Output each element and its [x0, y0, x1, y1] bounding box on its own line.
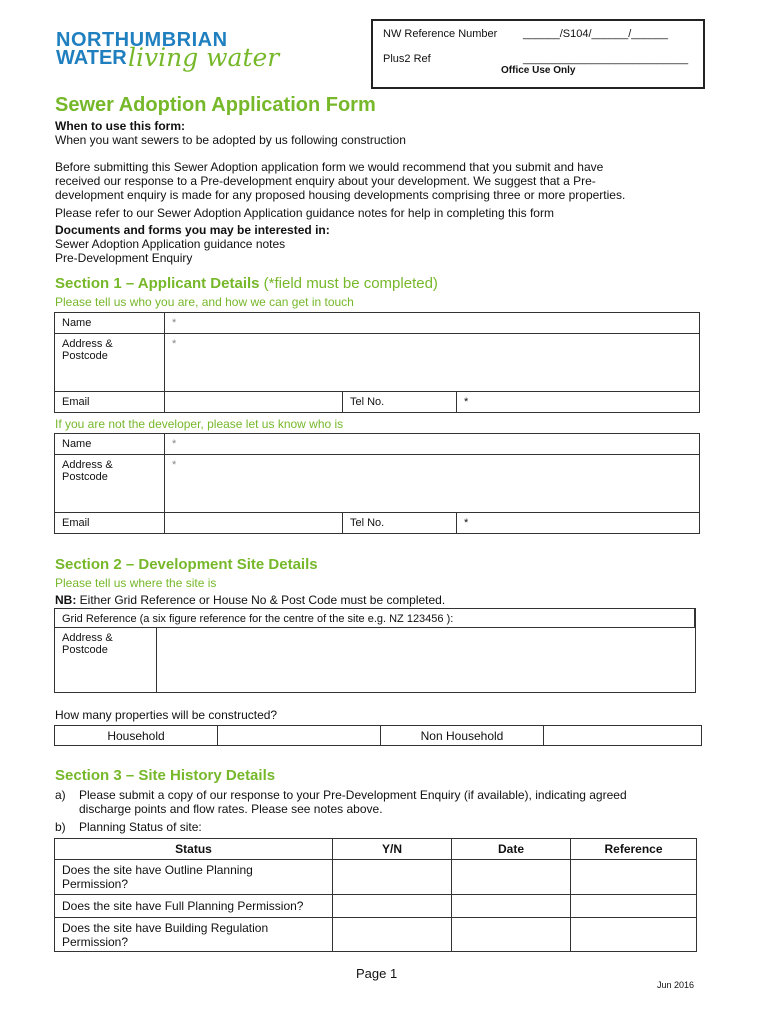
- office-use-box: [371, 19, 705, 89]
- building-reference-field[interactable]: [571, 918, 697, 952]
- full-yn-field[interactable]: [333, 895, 452, 918]
- when-text: When you want sewers to be adopted by us following construction: [55, 133, 406, 147]
- docs-heading: Documents and forms you may be interested in:: [55, 223, 330, 237]
- non-household-field[interactable]: [544, 726, 702, 746]
- intro-line-2: received our response to a Pre-development enquiry about your development. We suggest that a Pre-: [55, 174, 596, 188]
- section3-heading: Section 3 – Site History Details: [55, 767, 276, 784]
- dev-email-label: Email: [55, 513, 165, 534]
- planning-table: [54, 838, 697, 952]
- date-header: Date: [452, 839, 571, 860]
- nw-reference-label: NW Reference Number: [383, 28, 498, 40]
- full-planning-question: Does the site have Full Planning Permission?: [55, 895, 333, 918]
- item-b-marker: b): [55, 820, 66, 834]
- site-address-field[interactable]: [157, 628, 696, 693]
- page-number: Page 1: [356, 966, 398, 981]
- item-b-text: Planning Status of site:: [79, 820, 202, 834]
- non-household-label: Non Household: [381, 726, 544, 746]
- doc-link-pre-development[interactable]: Pre-Development Enquiry: [55, 251, 193, 265]
- section2-nb: [55, 593, 445, 608]
- reference-header: Reference: [571, 839, 697, 860]
- nw-reference-value[interactable]: ______/S104/______/______: [523, 28, 668, 40]
- intro-line-1: Before submitting this Sewer Adoption application form we would recommend that you submit and have: [55, 160, 604, 174]
- status-header: Status: [55, 839, 333, 860]
- building-line1: Does the site have Building Regulation: [62, 921, 269, 935]
- dev-address-label-line2: Postcode: [62, 471, 108, 483]
- when-heading: When to use this form:: [55, 119, 185, 133]
- outline-line1: Does the site have Outline Planning: [62, 863, 253, 877]
- household-field[interactable]: [218, 726, 381, 746]
- outline-reference-field[interactable]: [571, 860, 697, 895]
- nb-bold: NB:: [55, 593, 77, 607]
- developer-table: [54, 433, 700, 534]
- grid-reference-label: Grid Reference (a six figure reference for the centre of the site e.g. NZ 123456 ):: [55, 609, 695, 628]
- item-a-line2: discharge points and flow rates. Please see notes above.: [79, 802, 383, 816]
- plus2-ref-label: Plus2 Ref: [383, 53, 431, 65]
- properties-question: How many properties will be constructed?: [55, 708, 278, 722]
- household-label: Household: [55, 726, 218, 746]
- address-label: [55, 334, 165, 392]
- section1-heading: [55, 275, 438, 292]
- full-date-field[interactable]: [452, 895, 571, 918]
- item-a-marker: a): [55, 788, 66, 802]
- plus2-ref-value[interactable]: ___________________________: [523, 53, 689, 65]
- section2-subtitle: Please tell us where the site is: [55, 576, 217, 590]
- outline-line2: Permission?: [62, 877, 129, 891]
- site-address-label: [55, 628, 157, 693]
- footer-date: Jun 2016: [657, 980, 695, 990]
- applicant-table: [54, 312, 700, 413]
- yn-header: Y/N: [333, 839, 452, 860]
- building-yn-field[interactable]: [333, 918, 452, 952]
- building-line2: Permission?: [62, 935, 129, 949]
- site-address-label-line2: Postcode: [62, 644, 108, 656]
- full-reference-field[interactable]: [571, 895, 697, 918]
- office-use-only: Office Use Only: [501, 65, 576, 76]
- building-regulation-question: [55, 918, 333, 952]
- grid-reference-field[interactable]: [694, 609, 695, 628]
- address-label-line1: Address &: [62, 338, 113, 350]
- doc-link-guidance[interactable]: Sewer Adoption Application guidance notes: [55, 237, 286, 251]
- tel-label: Tel No.: [343, 392, 457, 413]
- dev-tel-field[interactable]: *: [457, 513, 700, 534]
- name-field[interactable]: *: [165, 313, 700, 334]
- outline-date-field[interactable]: [452, 860, 571, 895]
- site-address-label-line1: Address &: [62, 632, 113, 644]
- site-table: [54, 608, 696, 693]
- outline-planning-question: [55, 860, 333, 895]
- dev-address-label-line1: Address &: [62, 459, 113, 471]
- email-field[interactable]: [165, 392, 343, 413]
- developer-subtitle: If you are not the developer, please let us know who is: [55, 417, 344, 431]
- logo-water: WATER: [56, 47, 127, 69]
- properties-table: [54, 725, 702, 746]
- building-date-field[interactable]: [452, 918, 571, 952]
- logo-northumbrian: NORTHUMBRIAN: [56, 29, 228, 51]
- address-field[interactable]: *: [165, 334, 700, 392]
- page-title: Sewer Adoption Application Form: [55, 94, 376, 116]
- section2-heading: Section 2 – Development Site Details: [55, 556, 318, 573]
- logo-living-water: living water: [128, 43, 280, 72]
- item-a-line1: Please submit a copy of our response to your Pre-Development Enquiry (if available), indicating agreed: [79, 788, 627, 802]
- nb-text: Either Grid Reference or House No & Post Code must be completed.: [76, 593, 446, 607]
- dev-name-field[interactable]: *: [165, 434, 700, 455]
- dev-email-field[interactable]: [165, 513, 343, 534]
- guidance-text: Please refer to our Sewer Adoption Application guidance notes for help in completing this form: [55, 206, 554, 220]
- name-label: Name: [55, 313, 165, 334]
- address-label-line2: Postcode: [62, 350, 108, 362]
- outline-yn-field[interactable]: [333, 860, 452, 895]
- section1-note: (*field must be completed): [263, 275, 438, 292]
- dev-address-label: [55, 455, 165, 513]
- tel-field[interactable]: *: [457, 392, 700, 413]
- dev-address-field[interactable]: *: [165, 455, 700, 513]
- dev-name-label: Name: [55, 434, 165, 455]
- section1-subtitle: Please tell us who you are, and how we can get in touch: [55, 295, 354, 309]
- section1-title: Section 1 – Applicant Details: [55, 275, 260, 292]
- email-label: Email: [55, 392, 165, 413]
- intro-line-3: development enquiry is made for any proposed housing developments comprising three or more properties.: [55, 188, 626, 202]
- dev-tel-label: Tel No.: [343, 513, 457, 534]
